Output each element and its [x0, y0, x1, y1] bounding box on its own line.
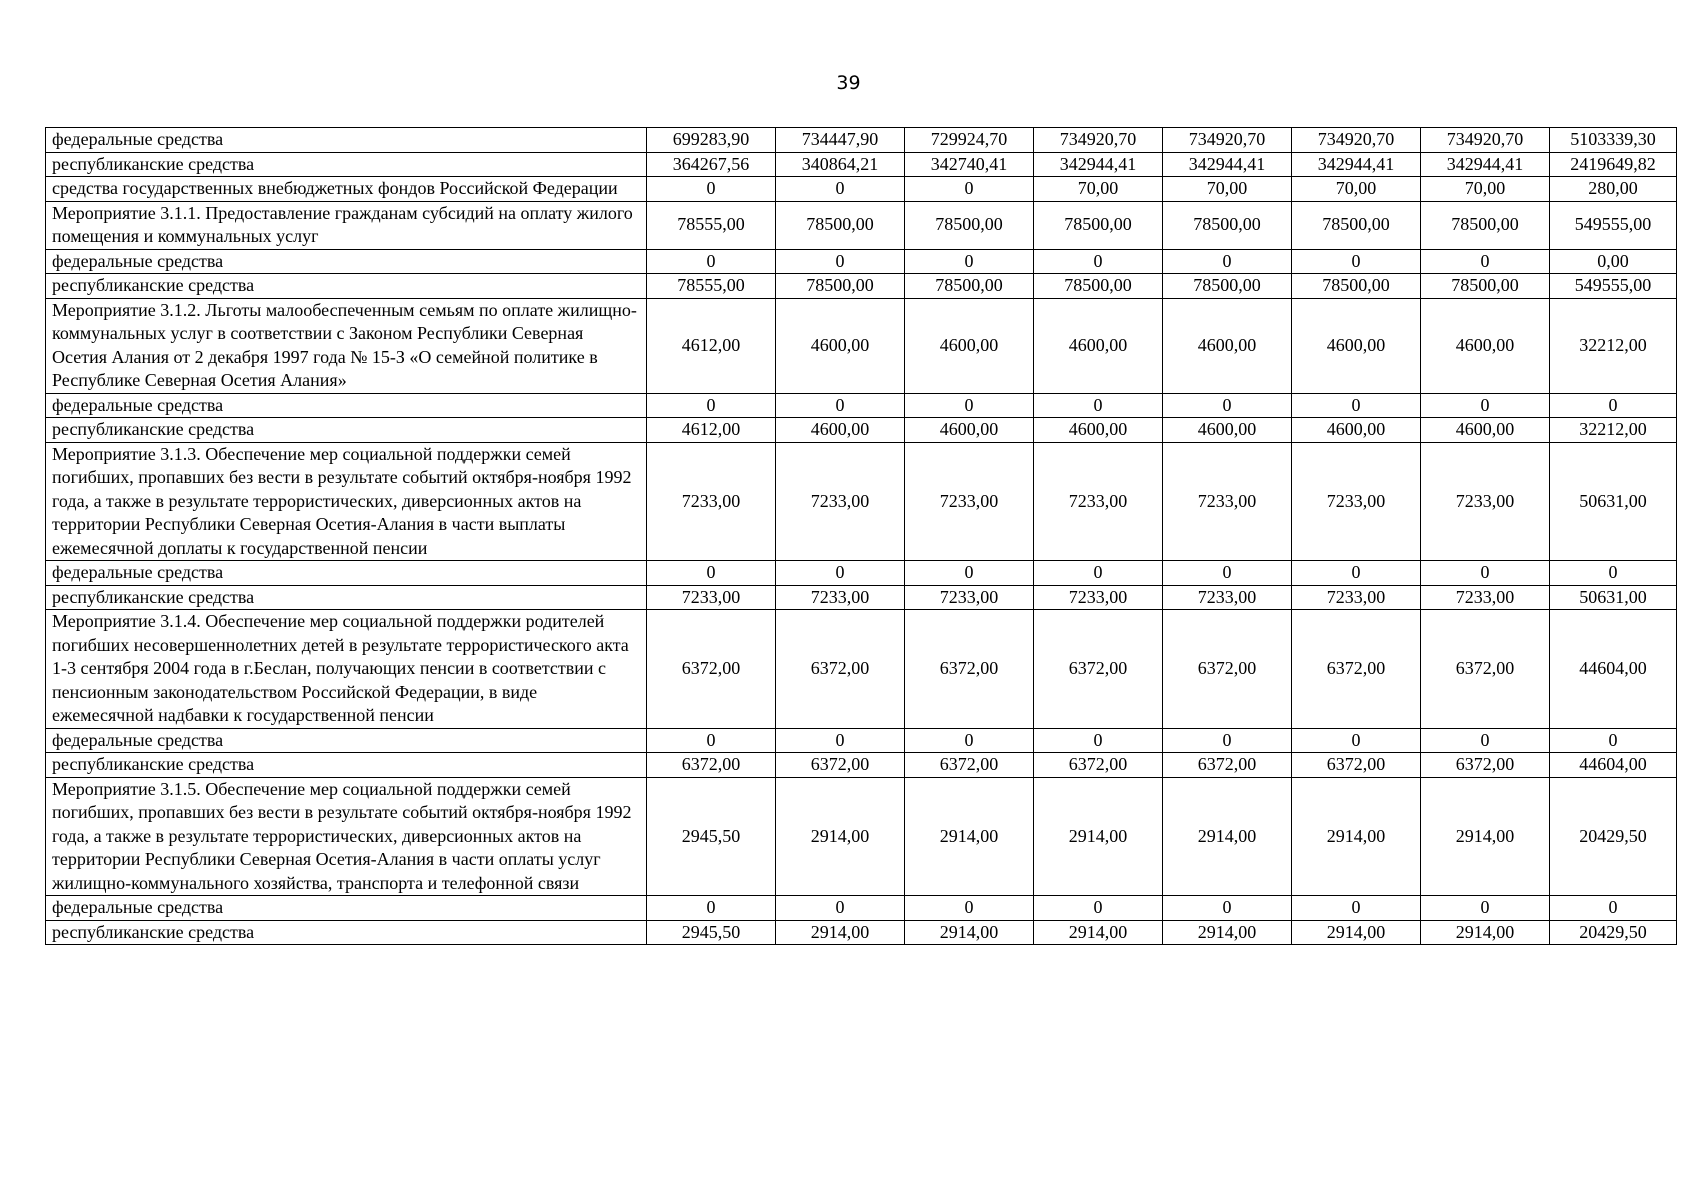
row-value: 4600,00: [1163, 298, 1292, 393]
row-label: Мероприятие 3.1.2. Льготы малообеспеченным семьям по оплате жилищно-коммунальных услуг в соответствии с Законом Республики Северная Осетия Алания от 2 декабря 1997 года № 15-З «О семейной политике в Республике Северная Осетия Алания»: [46, 298, 647, 393]
row-value: 0: [776, 896, 905, 921]
row-value: 6372,00: [1163, 753, 1292, 778]
row-value: 6372,00: [1034, 610, 1163, 729]
table-row: [46, 777, 1677, 896]
row-value: 4600,00: [905, 418, 1034, 443]
row-value: 0: [776, 393, 905, 418]
table-row: [46, 753, 1677, 778]
table-row: [46, 442, 1677, 561]
row-total: 32212,00: [1550, 298, 1677, 393]
row-value: 78500,00: [776, 201, 905, 249]
row-label: республиканские средства: [46, 753, 647, 778]
row-value: 78500,00: [1163, 274, 1292, 299]
row-value: 342944,41: [1163, 152, 1292, 177]
row-value: 4600,00: [1292, 298, 1421, 393]
row-value: 4600,00: [776, 298, 905, 393]
row-value: 699283,90: [647, 128, 776, 153]
row-value: 4612,00: [647, 298, 776, 393]
row-value: 7233,00: [1163, 585, 1292, 610]
row-value: 0: [1421, 393, 1550, 418]
row-value: 4600,00: [1421, 298, 1550, 393]
row-value: 2914,00: [776, 777, 905, 896]
row-value: 0: [776, 561, 905, 586]
row-value: 0: [1163, 561, 1292, 586]
row-value: 6372,00: [776, 610, 905, 729]
table-row: [46, 585, 1677, 610]
row-value: 0: [647, 561, 776, 586]
row-value: 2914,00: [1292, 920, 1421, 945]
row-value: 0: [776, 177, 905, 202]
row-value: 2914,00: [776, 920, 905, 945]
row-value: 7233,00: [647, 585, 776, 610]
row-value: 6372,00: [1163, 610, 1292, 729]
table-row: [46, 393, 1677, 418]
row-label: федеральные средства: [46, 249, 647, 274]
row-value: 0: [1292, 896, 1421, 921]
row-value: 0: [1163, 393, 1292, 418]
table-row: [46, 610, 1677, 729]
row-label: федеральные средства: [46, 896, 647, 921]
table-row: [46, 152, 1677, 177]
row-value: 70,00: [1292, 177, 1421, 202]
row-value: 78500,00: [1163, 201, 1292, 249]
row-value: 0: [905, 728, 1034, 753]
row-value: 0: [1292, 728, 1421, 753]
row-value: 7233,00: [1034, 585, 1163, 610]
row-total: 0: [1550, 393, 1677, 418]
row-value: 7233,00: [776, 585, 905, 610]
row-value: 342944,41: [1421, 152, 1550, 177]
row-value: 78500,00: [1421, 201, 1550, 249]
row-value: 0: [905, 896, 1034, 921]
row-value: 0: [1421, 728, 1550, 753]
row-value: 7233,00: [1292, 585, 1421, 610]
row-value: 6372,00: [647, 753, 776, 778]
row-value: 6372,00: [1034, 753, 1163, 778]
row-value: 2914,00: [1163, 920, 1292, 945]
row-label: федеральные средства: [46, 561, 647, 586]
table-row: [46, 274, 1677, 299]
row-value: 6372,00: [1292, 753, 1421, 778]
row-value: 7233,00: [1292, 442, 1421, 561]
row-value: 0: [1292, 561, 1421, 586]
row-value: 78500,00: [1034, 274, 1163, 299]
row-value: 78555,00: [647, 201, 776, 249]
row-label: федеральные средства: [46, 128, 647, 153]
row-value: 2914,00: [1163, 777, 1292, 896]
row-label: республиканские средства: [46, 585, 647, 610]
budget-table: [45, 127, 1677, 945]
row-total: 44604,00: [1550, 753, 1677, 778]
row-value: 2914,00: [1292, 777, 1421, 896]
row-total: 32212,00: [1550, 418, 1677, 443]
table-row: [46, 561, 1677, 586]
row-value: 0: [1421, 896, 1550, 921]
row-value: 0: [647, 896, 776, 921]
row-value: 78500,00: [1292, 274, 1421, 299]
row-value: 364267,56: [647, 152, 776, 177]
row-value: 6372,00: [776, 753, 905, 778]
row-value: 2914,00: [1034, 920, 1163, 945]
row-label: республиканские средства: [46, 274, 647, 299]
page-number: 39: [836, 72, 861, 94]
row-value: 78500,00: [905, 201, 1034, 249]
row-value: 0: [776, 249, 905, 274]
row-value: 0: [647, 249, 776, 274]
row-value: 2914,00: [905, 777, 1034, 896]
row-value: 0: [647, 177, 776, 202]
row-value: 2914,00: [905, 920, 1034, 945]
row-value: 7233,00: [1163, 442, 1292, 561]
table-row: [46, 920, 1677, 945]
row-label: Мероприятие 3.1.3. Обеспечение мер социальной поддержки семей погибших, пропавших без вести в результате событий октября-ноября 1992 года, а также в результате террористических, диверсионных актов на территории Республики Северная Осетия-Алания в части выплаты ежемесячной доплаты к государственной пенсии: [46, 442, 647, 561]
row-total: 0: [1550, 561, 1677, 586]
row-value: 0: [1163, 249, 1292, 274]
row-value: 7233,00: [1034, 442, 1163, 561]
row-total: 2419649,82: [1550, 152, 1677, 177]
row-value: 6372,00: [1421, 610, 1550, 729]
row-value: 7233,00: [776, 442, 905, 561]
row-value: 78500,00: [1292, 201, 1421, 249]
table-body: [46, 128, 1677, 945]
row-label: средства государственных внебюджетных фондов Российской Федерации: [46, 177, 647, 202]
row-value: 2914,00: [1034, 777, 1163, 896]
row-value: 0: [647, 728, 776, 753]
row-value: 734920,70: [1421, 128, 1550, 153]
row-value: 2914,00: [1421, 920, 1550, 945]
row-total: 280,00: [1550, 177, 1677, 202]
row-value: 0: [1292, 249, 1421, 274]
row-label: федеральные средства: [46, 393, 647, 418]
row-total: 20429,50: [1550, 920, 1677, 945]
row-total: 549555,00: [1550, 274, 1677, 299]
row-value: 0: [1034, 896, 1163, 921]
row-value: 4600,00: [905, 298, 1034, 393]
row-value: 0: [647, 393, 776, 418]
row-value: 78500,00: [905, 274, 1034, 299]
row-total: 44604,00: [1550, 610, 1677, 729]
row-value: 342944,41: [1292, 152, 1421, 177]
row-label: Мероприятие 3.1.4. Обеспечение мер социальной поддержки родителей погибших несовершеннолетних детей в результате террористического акта 1-3 сентября 2004 года в г.Беслан, получающих пенсии в соответствии с пенсионным законодательством Российской Федерации, в виде ежемесячной надбавки к государственной пенсии: [46, 610, 647, 729]
row-value: 6372,00: [905, 753, 1034, 778]
row-value: 734920,70: [1034, 128, 1163, 153]
row-value: 4600,00: [1421, 418, 1550, 443]
row-total: 0,00: [1550, 249, 1677, 274]
row-label: республиканские средства: [46, 920, 647, 945]
row-value: 0: [1163, 728, 1292, 753]
row-total: 0: [1550, 728, 1677, 753]
row-value: 70,00: [1421, 177, 1550, 202]
row-label: республиканские средства: [46, 418, 647, 443]
row-total: 549555,00: [1550, 201, 1677, 249]
row-label: республиканские средства: [46, 152, 647, 177]
row-value: 7233,00: [1421, 442, 1550, 561]
row-value: 0: [905, 177, 1034, 202]
table-row: [46, 249, 1677, 274]
row-value: 734920,70: [1163, 128, 1292, 153]
row-value: 0: [1292, 393, 1421, 418]
row-value: 78500,00: [1034, 201, 1163, 249]
row-value: 6372,00: [647, 610, 776, 729]
row-value: 2945,50: [647, 777, 776, 896]
row-value: 7233,00: [905, 442, 1034, 561]
row-value: 0: [905, 393, 1034, 418]
row-value: 0: [1034, 393, 1163, 418]
row-value: 0: [905, 561, 1034, 586]
row-value: 734447,90: [776, 128, 905, 153]
table-row: [46, 177, 1677, 202]
row-value: 78555,00: [647, 274, 776, 299]
row-value: 7233,00: [1421, 585, 1550, 610]
row-value: 4612,00: [647, 418, 776, 443]
row-value: 6372,00: [905, 610, 1034, 729]
row-value: 734920,70: [1292, 128, 1421, 153]
row-value: 6372,00: [1421, 753, 1550, 778]
row-total: 5103339,30: [1550, 128, 1677, 153]
row-value: 0: [1421, 249, 1550, 274]
row-value: 4600,00: [776, 418, 905, 443]
row-value: 729924,70: [905, 128, 1034, 153]
row-value: 7233,00: [905, 585, 1034, 610]
row-value: 4600,00: [1034, 418, 1163, 443]
row-value: 78500,00: [776, 274, 905, 299]
table-row: [46, 728, 1677, 753]
row-value: 4600,00: [1292, 418, 1421, 443]
table-row: [46, 418, 1677, 443]
row-value: 0: [1034, 561, 1163, 586]
row-total: 50631,00: [1550, 442, 1677, 561]
row-value: 78500,00: [1421, 274, 1550, 299]
table-row: [46, 128, 1677, 153]
row-value: 0: [905, 249, 1034, 274]
row-total: 0: [1550, 896, 1677, 921]
row-value: 7233,00: [647, 442, 776, 561]
table-row: [46, 896, 1677, 921]
row-label: Мероприятие 3.1.1. Предоставление гражданам субсидий на оплату жилого помещения и коммунальных услуг: [46, 201, 647, 249]
row-value: 342740,41: [905, 152, 1034, 177]
row-value: 70,00: [1163, 177, 1292, 202]
row-value: 0: [1034, 249, 1163, 274]
row-value: 2914,00: [1421, 777, 1550, 896]
row-value: 4600,00: [1163, 418, 1292, 443]
row-total: 20429,50: [1550, 777, 1677, 896]
table-row: [46, 298, 1677, 393]
row-value: 6372,00: [1292, 610, 1421, 729]
row-value: 340864,21: [776, 152, 905, 177]
row-value: 0: [1163, 896, 1292, 921]
row-label: Мероприятие 3.1.5. Обеспечение мер социальной поддержки семей погибших, пропавших без вести в результате событий октября-ноября 1992 года, а также в результате террористических, диверсионных актов на территории Республики Северная Осетия-Алания в части оплаты услуг жилищно-коммунального хозяйства, транспорта и телефонной связи: [46, 777, 647, 896]
row-value: 0: [1421, 561, 1550, 586]
row-value: 70,00: [1034, 177, 1163, 202]
row-value: 0: [776, 728, 905, 753]
row-value: 2945,50: [647, 920, 776, 945]
row-total: 50631,00: [1550, 585, 1677, 610]
row-value: 342944,41: [1034, 152, 1163, 177]
row-label: федеральные средства: [46, 728, 647, 753]
table-row: [46, 201, 1677, 249]
row-value: 4600,00: [1034, 298, 1163, 393]
row-value: 0: [1034, 728, 1163, 753]
